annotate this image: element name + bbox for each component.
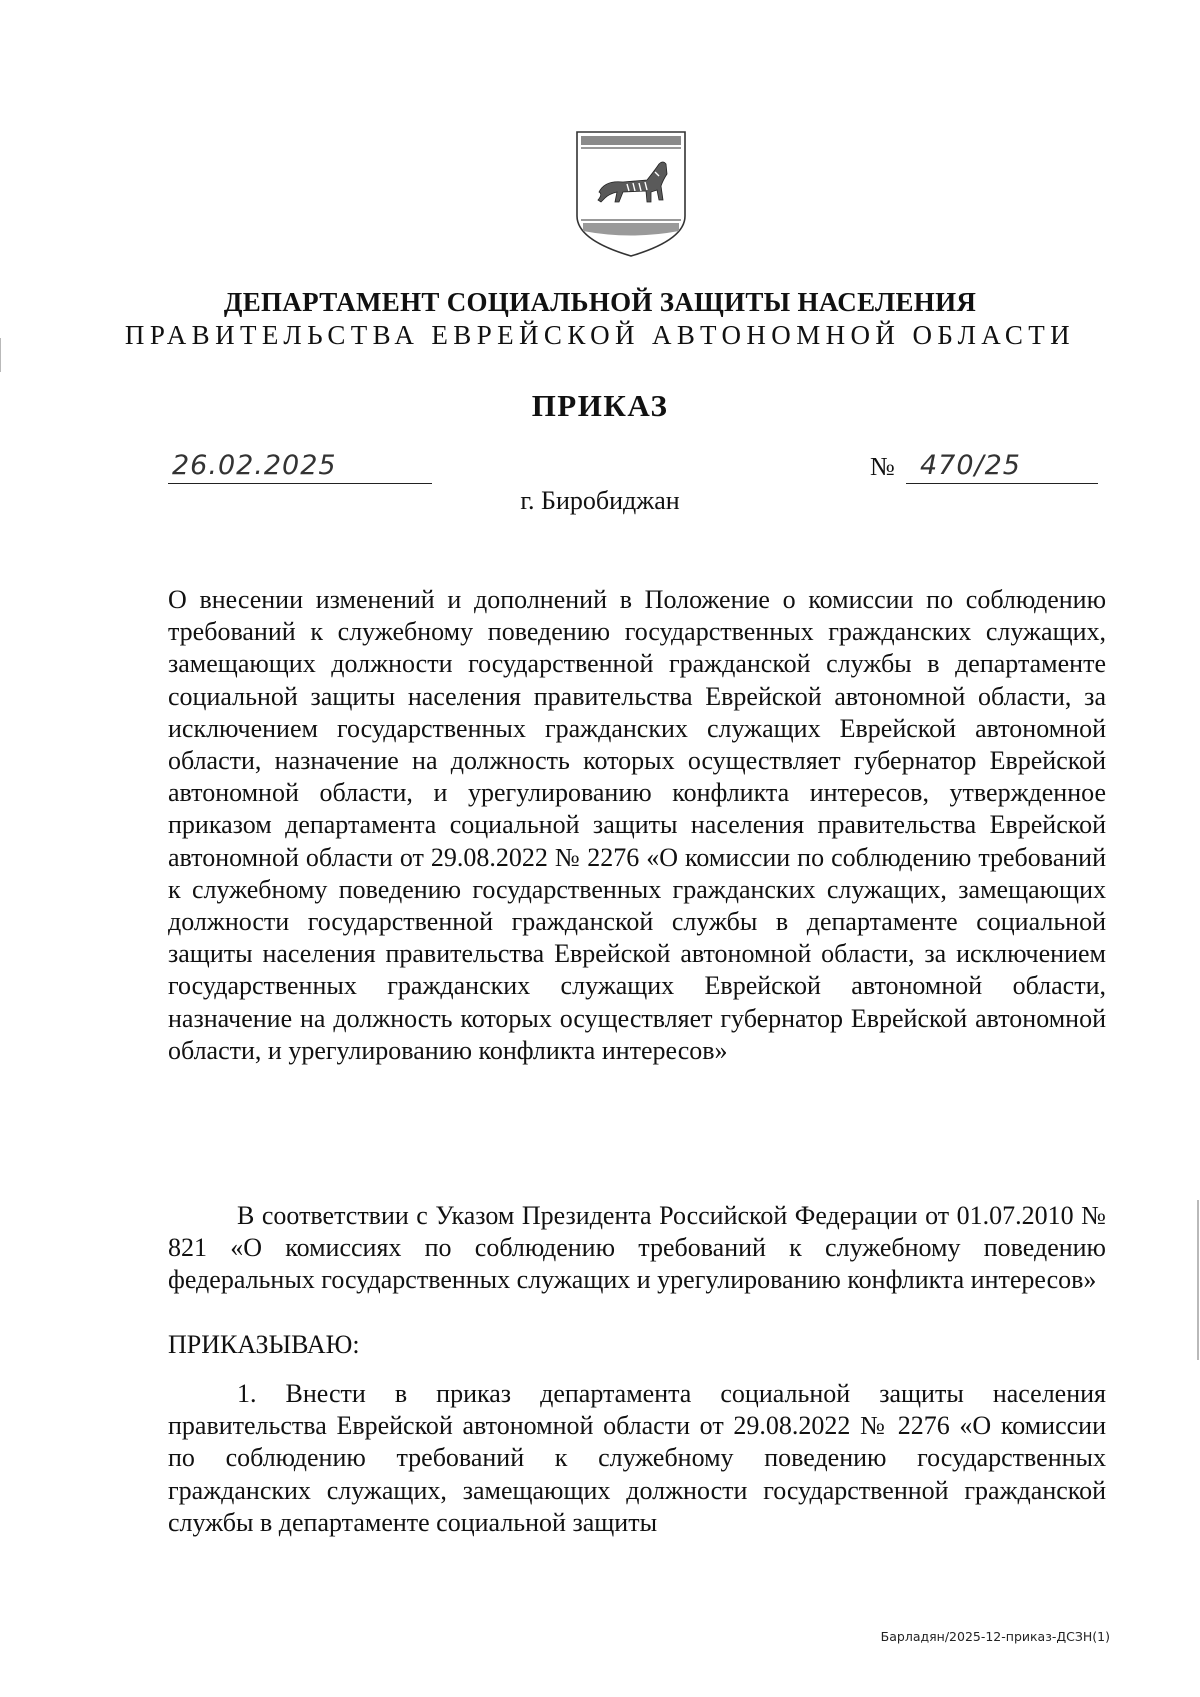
order-item-1: 1. Внести в приказ департамента социальной защиты населения правительства Еврейской автономной области от 29.08.2022 № 2276 «О комиссии по соблюдению требований к служебному поведению государственных гражданских служащих, замещающих должности государственной гражданской службы в департаменте социальной защиты xyxy=(168,1379,1106,1537)
scan-mark-right xyxy=(1197,1200,1199,1360)
document-subject: О внесении изменений и дополнений в Положение о комиссии по соблюдению требований к служебному поведению государственных гражданских служащих, замещающих должности государственной гражданской службы в департаменте социальной защиты населения правительства Еврейской автономной области, за исключением государственных гражданских служащих Еврейской автономной области, назначение на должность которых осуществляет губернатор Еврейской автономной области, и урегулированию конфликта интересов, утвержденное приказом департамента социальной защиты населения правительства Еврейской автономной области от 29.08.2022 № 2276 «О комиссии по соблюдению требований к служебному поведению государственных гражданских служащих, замещающих должности государственной гражданской службы в департаменте социальной защиты населения правительства Еврейской автономной области, за исключением государственных гражданских служащих Еврейской автономной области, назначение на должность которых осуществляет губернатор Еврейской автономной области, и урегулированию конфликта интересов» xyxy=(168,585,1106,1065)
handwritten-number: 470/25 xyxy=(920,450,1021,481)
date-field xyxy=(168,449,432,484)
handwritten-date: 26.02.2025 xyxy=(172,450,337,481)
preamble-paragraph: В соответствии с Указом Президента Российской Федерации от 01.07.2010 № 821 «О комиссиях по соблюдению требований к служебному поведению федеральных государственных служащих и урегулированию конфликта интересов» xyxy=(168,1201,1106,1295)
document-type-title: ПРИКАЗ xyxy=(531,388,669,423)
number-field xyxy=(906,446,1098,484)
org-name-line2: ПРАВИТЕЛЬСТВА ЕВРЕЙСКОЙ АВТОНОМНОЙ ОБЛАСТИ xyxy=(124,320,1076,350)
org-name-line1: ДЕПАРТАМЕНТ СОЦИАЛЬНОЙ ЗАЩИТЫ НАСЕЛЕНИЯ xyxy=(223,287,977,317)
document-footer-code: Барладян/2025-12-приказ-ДСЗН(1) xyxy=(880,1629,1110,1644)
city-line: г. Биробиджан xyxy=(520,486,680,515)
number-label: № xyxy=(870,452,895,481)
order-directive: ПРИКАЗЫВАЮ: xyxy=(168,1330,360,1359)
coat-of-arms-emblem xyxy=(571,128,691,258)
